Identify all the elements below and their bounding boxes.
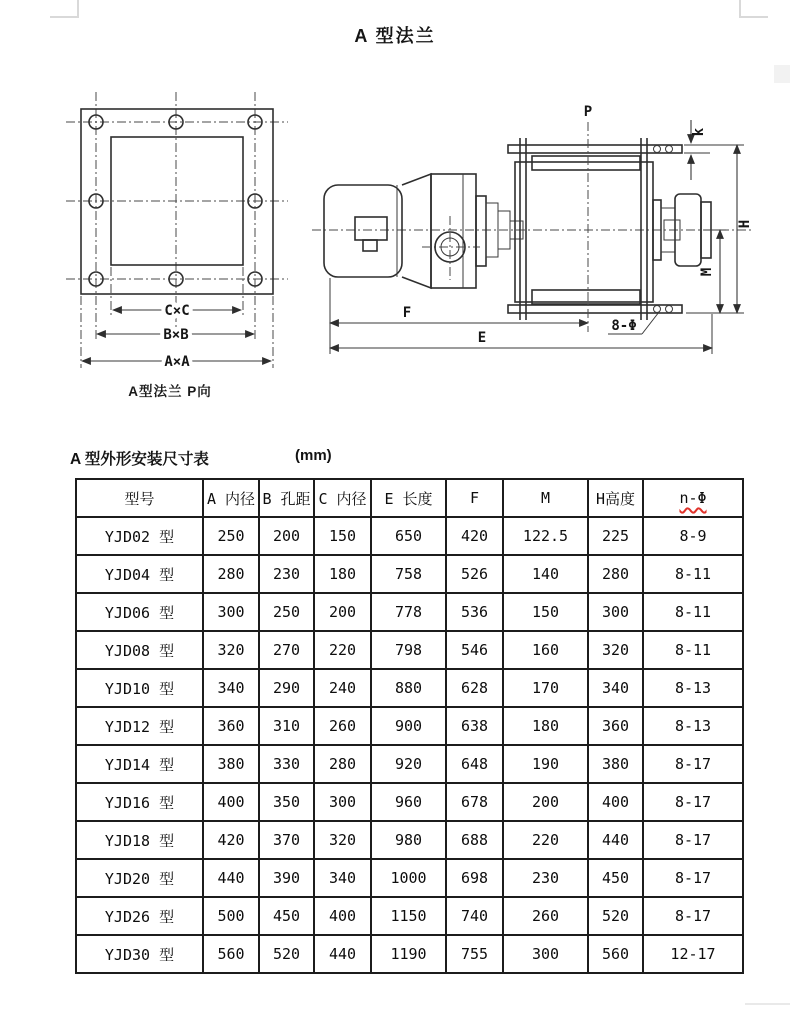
value-cell: 8-13 (643, 669, 743, 707)
flange-hole (654, 146, 661, 153)
flange-hole (666, 146, 673, 153)
table-row (76, 631, 743, 669)
value-cell: 880 (371, 669, 446, 707)
table-row (76, 935, 743, 973)
model-cell: YJD12 型 (76, 707, 203, 745)
unit-label: (mm) (295, 447, 332, 464)
value-cell: 150 (314, 517, 371, 555)
value-cell: 400 (588, 783, 643, 821)
value-cell: 698 (446, 859, 503, 897)
dim-label-m: M (699, 267, 715, 277)
model-cell: YJD06 型 (76, 593, 203, 631)
value-cell: 310 (259, 707, 314, 745)
value-cell: 8-17 (643, 897, 743, 935)
value-cell: 160 (503, 631, 588, 669)
value-cell: 980 (371, 821, 446, 859)
value-cell: 900 (371, 707, 446, 745)
value-cell: 280 (588, 555, 643, 593)
value-cell: 450 (259, 897, 314, 935)
column-header: n-Φ (643, 479, 743, 517)
value-cell: 8-17 (643, 783, 743, 821)
value-cell: 8-17 (643, 859, 743, 897)
table-row (76, 517, 743, 555)
value-cell: 8-17 (643, 745, 743, 783)
value-cell: 320 (203, 631, 259, 669)
value-cell: 360 (588, 707, 643, 745)
value-cell: 1150 (371, 897, 446, 935)
value-cell: 678 (446, 783, 503, 821)
value-cell: 340 (588, 669, 643, 707)
table-row (76, 555, 743, 593)
column-header: E 长度 (371, 479, 446, 517)
value-cell: 8-11 (643, 593, 743, 631)
value-cell: 390 (259, 859, 314, 897)
value-cell: 190 (503, 745, 588, 783)
value-cell: 648 (446, 745, 503, 783)
table-header-row (76, 479, 743, 517)
value-cell: 220 (314, 631, 371, 669)
dim-label-f: F (402, 305, 412, 321)
value-cell: 560 (203, 935, 259, 973)
table-row (76, 821, 743, 859)
value-cell: 250 (203, 517, 259, 555)
value-cell: 758 (371, 555, 446, 593)
value-cell: 778 (371, 593, 446, 631)
column-header: C 内径 (314, 479, 371, 517)
value-cell: 1190 (371, 935, 446, 973)
value-cell: 740 (446, 897, 503, 935)
page-edge-artifact (774, 65, 790, 83)
model-cell: YJD20 型 (76, 859, 203, 897)
value-cell: 798 (371, 631, 446, 669)
value-cell: 230 (503, 859, 588, 897)
value-cell: 150 (503, 593, 588, 631)
table-row (76, 593, 743, 631)
value-cell: 140 (503, 555, 588, 593)
value-cell: 300 (203, 593, 259, 631)
table-header (76, 479, 743, 517)
model-cell: YJD16 型 (76, 783, 203, 821)
value-cell: 320 (314, 821, 371, 859)
value-cell: 260 (314, 707, 371, 745)
table-row (76, 783, 743, 821)
side-view-drawing (312, 92, 782, 382)
value-cell: 220 (503, 821, 588, 859)
value-cell: 180 (314, 555, 371, 593)
table-row (76, 707, 743, 745)
page-margin-mark-top-right (739, 0, 768, 18)
value-cell: 650 (371, 517, 446, 555)
value-cell: 400 (203, 783, 259, 821)
value-cell: 8-9 (643, 517, 743, 555)
page-margin-mark-top-left (50, 0, 79, 18)
table-row (76, 897, 743, 935)
value-cell: 628 (446, 669, 503, 707)
dim-label-bxb: B×B (163, 327, 189, 343)
value-cell: 520 (588, 897, 643, 935)
value-cell: 420 (446, 517, 503, 555)
drum-assembly (508, 138, 682, 320)
table-body (76, 517, 743, 973)
value-cell: 400 (314, 897, 371, 935)
flange-hole (654, 306, 661, 313)
value-cell: 8-11 (643, 555, 743, 593)
model-cell: YJD08 型 (76, 631, 203, 669)
value-cell: 340 (203, 669, 259, 707)
value-cell: 200 (259, 517, 314, 555)
value-cell: 960 (371, 783, 446, 821)
model-cell: YJD14 型 (76, 745, 203, 783)
value-cell: 225 (588, 517, 643, 555)
value-cell: 536 (446, 593, 503, 631)
motor-body (324, 185, 402, 277)
table-row (76, 745, 743, 783)
value-cell: 340 (314, 859, 371, 897)
value-cell: 560 (588, 935, 643, 973)
dim-label-axa: A×A (164, 354, 190, 370)
value-cell: 8-13 (643, 707, 743, 745)
model-cell: YJD02 型 (76, 517, 203, 555)
value-cell: 440 (203, 859, 259, 897)
value-cell: 200 (503, 783, 588, 821)
value-cell: 370 (259, 821, 314, 859)
value-cell: 12-17 (643, 935, 743, 973)
front-view-caption: A型法兰 P向 (128, 384, 212, 399)
drum-body (515, 162, 653, 302)
value-cell: 300 (588, 593, 643, 631)
page-edge-line (745, 1003, 790, 1005)
page-title: A 型法兰 (354, 26, 436, 46)
value-cell: 8-17 (643, 821, 743, 859)
shaft-housing (431, 174, 476, 288)
front-view-drawing (50, 80, 310, 380)
value-cell: 380 (203, 745, 259, 783)
table-title: A 型外形安装尺寸表 (70, 451, 209, 468)
value-cell: 200 (314, 593, 371, 631)
column-header: M (503, 479, 588, 517)
column-header: B 孔距 (259, 479, 314, 517)
column-header: 型号 (76, 479, 203, 517)
value-cell: 122.5 (503, 517, 588, 555)
value-cell: 440 (314, 935, 371, 973)
value-cell: 1000 (371, 859, 446, 897)
dim-label-h: H (737, 219, 753, 229)
motor-adapter (402, 174, 431, 288)
motor-junction-box (355, 217, 387, 240)
left-bearing-assembly (476, 196, 523, 266)
column-header: F (446, 479, 503, 517)
value-cell: 260 (503, 897, 588, 935)
value-cell: 520 (259, 935, 314, 973)
value-cell: 360 (203, 707, 259, 745)
dim-label-bolt-holes: 8-Φ (611, 318, 637, 334)
value-cell: 240 (314, 669, 371, 707)
model-cell: YJD18 型 (76, 821, 203, 859)
dim-label-k: k (691, 127, 707, 137)
table-row (76, 669, 743, 707)
model-cell: YJD10 型 (76, 669, 203, 707)
value-cell: 420 (203, 821, 259, 859)
value-cell: 526 (446, 555, 503, 593)
value-cell: 250 (259, 593, 314, 631)
value-cell: 8-11 (643, 631, 743, 669)
value-cell: 920 (371, 745, 446, 783)
value-cell: 280 (314, 745, 371, 783)
dim-label-cxc: C×C (164, 303, 190, 319)
value-cell: 450 (588, 859, 643, 897)
model-cell: YJD04 型 (76, 555, 203, 593)
value-cell: 170 (503, 669, 588, 707)
dim-label-e: E (477, 330, 487, 346)
dimension-table (75, 478, 744, 974)
value-cell: 755 (446, 935, 503, 973)
model-cell: YJD26 型 (76, 897, 203, 935)
table-row (76, 859, 743, 897)
dim-label-p: P (583, 104, 593, 120)
value-cell: 350 (259, 783, 314, 821)
value-cell: 230 (259, 555, 314, 593)
value-cell: 270 (259, 631, 314, 669)
value-cell: 688 (446, 821, 503, 859)
value-cell: 330 (259, 745, 314, 783)
value-cell: 280 (203, 555, 259, 593)
value-cell: 546 (446, 631, 503, 669)
value-cell: 440 (588, 821, 643, 859)
flange-hole (666, 306, 673, 313)
value-cell: 638 (446, 707, 503, 745)
value-cell: 500 (203, 897, 259, 935)
model-cell: YJD30 型 (76, 935, 203, 973)
value-cell: 180 (503, 707, 588, 745)
value-cell: 380 (588, 745, 643, 783)
column-header: A 内径 (203, 479, 259, 517)
value-cell: 300 (503, 935, 588, 973)
value-cell: 290 (259, 669, 314, 707)
value-cell: 320 (588, 631, 643, 669)
column-header: H高度 (588, 479, 643, 517)
value-cell: 300 (314, 783, 371, 821)
